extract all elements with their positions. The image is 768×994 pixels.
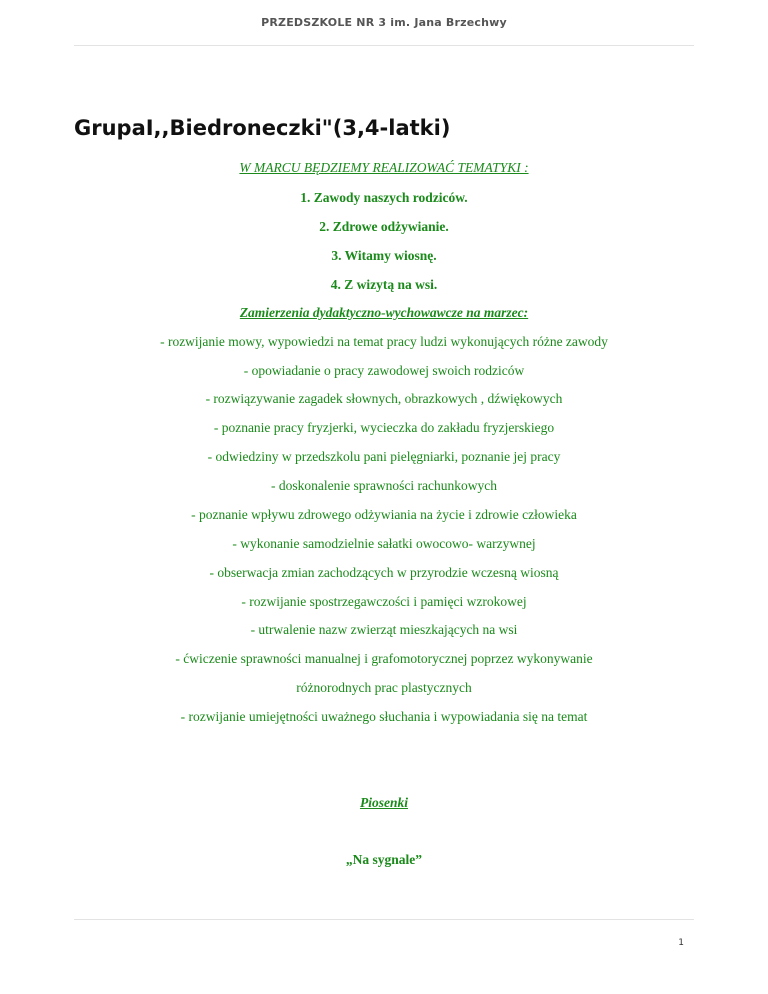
goal-item: - opowiadanie o pracy zawodowej swoich rodziców (243, 363, 525, 378)
page-number: 1 (678, 938, 684, 948)
footer-divider (74, 919, 694, 920)
topic-item: 1. Zawody naszych rodziców. (300, 190, 468, 205)
topics-subtitle: W MARCU BĘDZIEMY REALIZOWAĆ TEMATYKI : (239, 160, 529, 175)
goal-item: - utrwalenie nazw zwierząt mieszkających na wsi (250, 622, 518, 637)
goals-heading: Zamierzenia dydaktyczno-wychowawcze na marzec: (239, 305, 529, 320)
goal-item: - rozwiązywanie zagadek słownych, obrazkowych , dźwiękowych (205, 391, 563, 406)
group-title: GrupaI,,Biedroneczki"(3,4-latki) (74, 116, 451, 140)
song-title: „Na sygnale” (345, 852, 423, 867)
goal-item: - doskonalenie sprawności rachunkowych (270, 478, 498, 493)
goal-item: - rozwijanie mowy, wypowiedzi na temat pracy ludzi wykonujących różne zawody (160, 334, 608, 349)
goal-item: - odwiedziny w przedszkolu pani pielęgniarki, poznanie jej pracy (207, 449, 561, 464)
goal-item: - obserwacja zmian zachodzących w przyrodzie wczesną wiosną (209, 565, 559, 580)
topic-item: 2. Zdrowe odżywianie. (319, 219, 449, 234)
header-divider (74, 45, 694, 46)
goal-item: - rozwijanie spostrzegawczości i pamięci wzrokowej (241, 594, 527, 609)
goal-item: - rozwijanie umiejętności uważnego słuchania i wypowiadania się na temat (180, 709, 588, 724)
topic-item: 4. Z wizytą na wsi. (330, 277, 438, 292)
goal-item: - ćwiczenie sprawności manualnej i grafomotorycznej poprzez wykonywanie (175, 651, 593, 666)
topic-item: 3. Witamy wiosnę. (331, 248, 437, 263)
goal-item-continuation: różnorodnych prac plastycznych (296, 680, 472, 695)
page-header: PRZEDSZKOLE NR 3 im. Jana Brzechwy (261, 16, 507, 29)
goal-item: - poznanie pracy fryzjerki, wycieczka do zakładu fryzjerskiego (213, 420, 555, 435)
goal-item: - wykonanie samodzielnie sałatki owocowo- warzywnej (232, 536, 536, 551)
goal-item: - poznanie wpływu zdrowego odżywiania na życie i zdrowie człowieka (191, 507, 577, 522)
songs-heading: Piosenki (359, 795, 408, 810)
